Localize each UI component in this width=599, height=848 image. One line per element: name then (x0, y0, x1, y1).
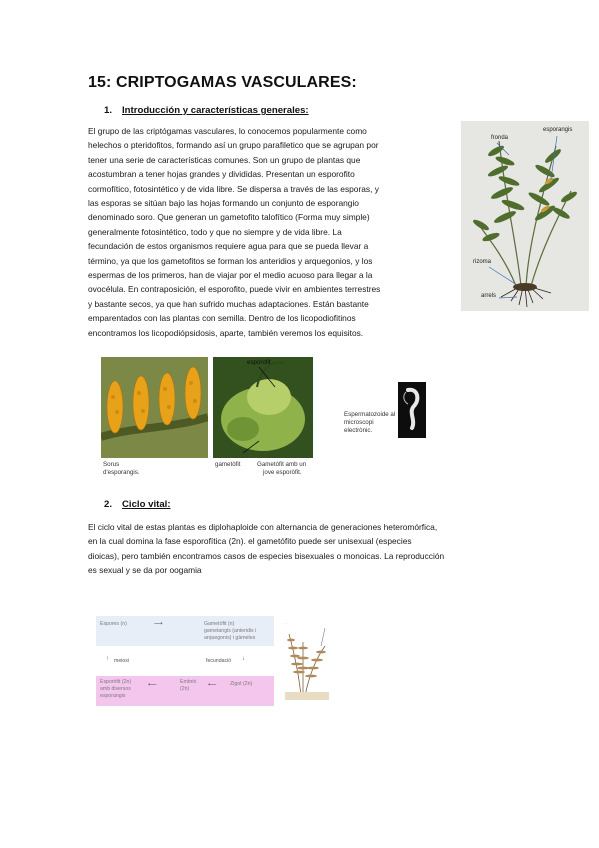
sperm-illustration (398, 382, 426, 438)
sori-figure (101, 357, 208, 482)
arrow-left-icon: ⟵ (208, 682, 217, 688)
cycle-zigot: Zigot (2n) (230, 681, 253, 687)
arrow-left-icon: ⟵ (148, 682, 157, 688)
cycle-esporofit-1: Esporòfit (2n) (100, 679, 132, 685)
paragraph-line: espermas de los primeros, han de viajar por el medio acuoso para llegar a la (88, 270, 373, 281)
paragraph-line: El ciclo vital de estas plantas es diplohaploide con alternancia de generaciones heteromórfica, (88, 522, 438, 532)
cycle-embrio-2: (2n) (180, 686, 190, 692)
paragraph-line: ovocélula. En contraposición, el esporofito, puede vivir en ambientes terrestres (88, 284, 381, 295)
paragraph-line: dioicas), pero también encontramos casos de especies bisexuales o monoicas. La reproducción (88, 550, 445, 561)
intro-paragraph (88, 124, 450, 340)
arrow-right-icon: ⟶ (154, 621, 163, 627)
section-number: 2. (104, 499, 113, 510)
cycle-fecundacio: fecundació (206, 658, 232, 664)
paragraph-line: término, ya que los gametofitos se forman los anteridios y arquegonios, y los (88, 255, 373, 266)
life-cycle-diagram (96, 616, 274, 706)
gametophyte-illustration (213, 357, 313, 458)
gametophyte-caption-line2: jove esporòfit. (263, 469, 302, 476)
section-heading-cycle (104, 499, 171, 510)
paragraph-line: las esporas se sitúan bajo las hojas formando un conjunto de esporangio (88, 198, 359, 209)
fern-lifecycle-drawing (281, 616, 345, 706)
section-title: Ciclo vital: (122, 499, 171, 510)
sperm-caption-line1: Espermatozoide al (344, 411, 396, 418)
cycle-gametofit-1: Gametòfit (n) (204, 621, 235, 627)
gametophyte-photo (213, 357, 313, 458)
paragraph-line: denominado soro. Que generan un gametofito talofítico (Forma muy simple) (88, 212, 370, 223)
paragraph-line: generalmente fotosintético, todo y que no siempre y de vida libre. La (88, 226, 342, 237)
paragraph-line: helechos o pteridofitos, formando así un grupo parafiletico que se agrupan por (88, 140, 379, 151)
page-title: 15: CRIPTOGAMAS VASCULARES: (88, 74, 357, 91)
cycle-embrio-1: Embrió (180, 679, 197, 685)
label-arrels: arrels (481, 293, 497, 299)
paragraph-line: acostumbran a tener hojas grandes y divididas. Presentan un esporofito (88, 169, 355, 180)
fern-illustration (461, 121, 589, 311)
arrow-down-icon: ↓ (242, 656, 245, 662)
sori-caption-line2: d'esporangis. (103, 469, 140, 476)
svg-text:· · ·: · · · (283, 621, 288, 625)
gametophyte-caption-line1: Gametòfit amb un (257, 461, 307, 468)
sori-caption-line1: Sorus (103, 461, 120, 468)
section-heading-intro (104, 105, 309, 116)
arrow-up-icon: ↑ (106, 656, 109, 662)
label-rizoma: rizoma (473, 259, 492, 265)
cycle-paragraph (88, 520, 518, 578)
cycle-esporofit-2: amb diversos (100, 686, 131, 692)
fern-sketch-illustration (281, 616, 345, 706)
section-number: 1. (104, 105, 113, 116)
label-esporangis: esporangis (543, 127, 573, 133)
gametofit-label: gametòfit (215, 461, 241, 468)
label-fronda: fronda (491, 135, 509, 141)
paragraph-line: en la cual domina la fase esporofítica (2n). el gametófito puede ser unisexual (especies (88, 536, 412, 547)
sori-illustration (101, 357, 208, 458)
cycle-gametofit-3: arquegonis) i gàmetes (204, 635, 256, 641)
sperm-caption-line2: microscopi electrònic. (344, 419, 374, 434)
gametophyte-figure (213, 357, 313, 482)
cycle-espores: Espores (n) (100, 621, 127, 627)
cycle-gametofit-2: gametangis (anteridis i (204, 628, 257, 634)
paragraph-line: emparentados con las plantas con semilla. Dentro de los licopodiofitinos (88, 313, 356, 324)
paragraph-line: es sexual y se da por oogamia (88, 565, 202, 576)
paragraph-line: tener una serie de características comunes. Son un grupo de plantas que (88, 154, 361, 165)
sori-photo (101, 357, 208, 458)
paragraph-line: cormofítico, fotosintético y de vida libre. Se dispersa a través de las esporas, y (88, 183, 379, 194)
cycle-esporofit-3: esporangis (100, 693, 126, 699)
fern-photo (461, 121, 589, 311)
paragraph-line: El grupo de las criptógamas vasculares, lo conocemos popularmente como (88, 126, 367, 136)
cycle-meiosi: meiosi (114, 658, 129, 664)
section-title: Introducción y características generales: (122, 105, 309, 116)
paragraph-line: y bastante secos, ya que han sufrido muchas adaptaciones. Están bastante (88, 298, 369, 309)
paragraph-line: fecundación de estos organismos requiere agua para que se pueda llevar a (88, 241, 369, 252)
esporofit-label: esporòfit (247, 359, 271, 366)
sperm-micrograph (398, 382, 426, 438)
paragraph-line: encontramos los licopodiópsidosis, aparte, también veremos los equisitos. (88, 327, 364, 338)
